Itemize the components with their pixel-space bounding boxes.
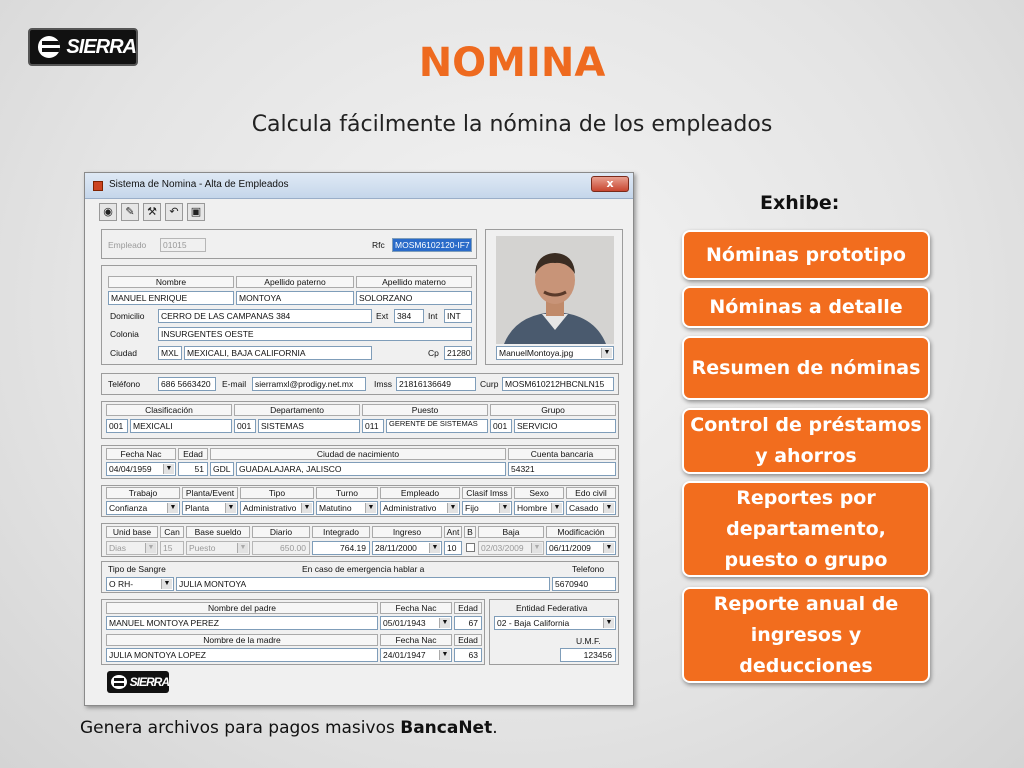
integrado-field[interactable]: 764.19: [312, 541, 370, 555]
chevron-down-icon: ▼: [603, 618, 614, 628]
clasif-code-field[interactable]: 001: [106, 419, 128, 433]
trabajo-header: Trabajo: [106, 487, 180, 499]
chevron-down-icon: ▼: [225, 503, 236, 513]
entidad-label: Entidad Federativa: [516, 603, 588, 613]
email-field[interactable]: sierramxl@prodigy.net.mx: [252, 377, 366, 391]
cp-field[interactable]: 21280: [444, 346, 472, 360]
chevron-down-icon: ▼: [603, 543, 614, 553]
edo-civil-header: Edo civil: [566, 487, 616, 499]
baja-select[interactable]: [478, 541, 544, 555]
domicilio-label: Domicilio: [110, 311, 145, 321]
save-icon[interactable]: ▣: [187, 203, 205, 221]
rfc-label: Rfc: [372, 240, 385, 250]
cuenta-field[interactable]: 54321: [508, 462, 616, 476]
puesto-field[interactable]: GERENTE DE SISTEMAS: [386, 419, 488, 433]
baja-header: Baja: [478, 526, 544, 538]
fecha-nac-select[interactable]: [106, 462, 176, 476]
clasif-imss-value: Fijo: [465, 503, 479, 513]
empleado-field[interactable]: 01015: [160, 238, 206, 252]
feature-reportes-departamento: Reportes por departamento, puesto o grupo: [682, 481, 930, 577]
clasif-imss-header: Clasif Imss: [462, 487, 512, 499]
parents-group: [101, 599, 485, 665]
planta-select[interactable]: [182, 501, 238, 515]
turno-header: Turno: [316, 487, 378, 499]
telefono-label: Teléfono: [108, 379, 141, 389]
unid-base-value: Dias: [109, 543, 127, 553]
ciudad-code-field[interactable]: MXL: [158, 346, 182, 360]
padre-edad-header: Edad: [454, 602, 482, 614]
chevron-down-icon: ▼: [603, 503, 614, 513]
emergency-group: [101, 561, 619, 593]
madre-field[interactable]: JULIA MONTOYA LOPEZ: [106, 648, 378, 662]
undo-icon[interactable]: ↶: [165, 203, 183, 221]
madre-edad-header: Edad: [454, 634, 482, 646]
edit-icon[interactable]: ✎: [121, 203, 139, 221]
photo-group: [485, 229, 623, 365]
employee-id-group: [101, 229, 477, 259]
clasif-field[interactable]: MEXICALI: [130, 419, 232, 433]
birth-group: [101, 445, 619, 479]
nombre-header: Nombre: [108, 276, 234, 288]
edo-civil-select[interactable]: [566, 501, 616, 515]
departamento-header: Departamento: [234, 404, 360, 416]
empleado-tipo-select[interactable]: [380, 501, 460, 515]
chevron-down-icon: ▼: [161, 579, 172, 589]
empleado-tipo-value: Administrativo: [383, 503, 437, 513]
slide-subtitle: Calcula fácilmente la nómina de los empleados: [251, 112, 773, 137]
edad-field[interactable]: 51: [178, 462, 208, 476]
cp-label: Cp: [428, 348, 439, 358]
modificacion-select[interactable]: [546, 541, 616, 555]
job-group: [101, 485, 619, 517]
window-title: Sistema de Nomina - Alta de Empleados: [109, 179, 289, 190]
chevron-down-icon: ▼: [439, 650, 450, 660]
chevron-down-icon: ▼: [601, 348, 612, 358]
curp-field[interactable]: MOSM610212HBCNLN15: [502, 377, 614, 391]
ciudad-nac-header: Ciudad de nacimiento: [210, 448, 506, 460]
edo-civil-value: Casado: [569, 503, 599, 513]
emergencia-telefono-label: Telefono: [572, 564, 605, 574]
feature-control-prestamos: Control de préstamos y ahorros: [682, 408, 930, 474]
empleado-label: Empleado: [108, 240, 147, 250]
chevron-down-icon: ▼: [531, 543, 542, 553]
ciudad-field[interactable]: MEXICALI, BAJA CALIFORNIA: [184, 346, 372, 360]
tipo-sangre-select[interactable]: [106, 577, 174, 591]
integrado-header: Integrado: [312, 526, 370, 538]
name-address-group: [101, 265, 477, 365]
chevron-down-icon: ▼: [237, 543, 248, 553]
edad-header: Edad: [178, 448, 208, 460]
chevron-down-icon: ▼: [429, 543, 440, 553]
depto-code-field[interactable]: 001: [234, 419, 256, 433]
chevron-down-icon: ▼: [145, 543, 156, 553]
grupo-code-field[interactable]: 001: [490, 419, 512, 433]
domicilio-field[interactable]: CERRO DE LAS CAMPANAS 384: [158, 309, 372, 323]
window-titlebar: [85, 173, 633, 199]
classification-group: [101, 401, 619, 439]
sierra-logo-small-text: SIERRA: [129, 675, 169, 689]
int-field[interactable]: INT: [444, 309, 472, 323]
base-sueldo-header: Base sueldo: [186, 526, 250, 538]
camera-icon[interactable]: ◉: [99, 203, 117, 221]
footer-bancanet: BancaNet: [400, 718, 493, 738]
chevron-down-icon: ▼: [301, 503, 312, 513]
diario-header: Diario: [252, 526, 310, 538]
modificacion-value: 06/11/2009: [549, 543, 591, 553]
employee-form-window: [84, 172, 634, 706]
umf-label: U.M.F.: [576, 636, 601, 646]
ciudad-nac-field[interactable]: GUADALAJARA, JALISCO: [236, 462, 506, 476]
footer-period: .: [492, 718, 498, 738]
feature-nominas-detalle: Nóminas a detalle: [682, 286, 930, 328]
employee-photo: [496, 236, 614, 344]
rfc-field[interactable]: MOSM6102120-IF7: [392, 238, 472, 252]
clasificacion-header: Clasificación: [106, 404, 232, 416]
ant-header: Ant: [444, 526, 462, 538]
imss-field[interactable]: 21816136649: [396, 377, 476, 391]
puesto-code-field[interactable]: 011: [362, 419, 384, 433]
padre-fecha-value: 05/01/1943: [383, 618, 426, 628]
ap-materno-header: Apellido materno: [356, 276, 472, 288]
int-label: Int: [428, 311, 438, 321]
planta-value: Planta: [185, 503, 210, 513]
sexo-header: Sexo: [514, 487, 564, 499]
colonia-label: Colonia: [110, 329, 139, 339]
emergencia-field[interactable]: JULIA MONTOYA: [176, 577, 550, 591]
footer-text: [80, 718, 498, 738]
footer-text-main: Genera archivos para pagos masivos: [80, 718, 401, 738]
ciudad-nac-code-field[interactable]: GDL: [210, 462, 234, 476]
email-label: E-mail: [222, 379, 247, 389]
slide-title: NOMINA: [418, 40, 606, 86]
emergencia-label: En caso de emergencia hablar a: [302, 564, 425, 574]
unid-base-select[interactable]: [106, 541, 158, 555]
can-header: Can: [160, 526, 184, 538]
turno-value: Matutino: [319, 503, 352, 513]
unid-base-header: Unid base: [106, 526, 158, 538]
padre-header: Nombre del padre: [106, 602, 378, 614]
trabajo-select[interactable]: [106, 501, 180, 515]
chevron-down-icon: ▼: [167, 503, 178, 513]
ant-field[interactable]: 10: [444, 541, 462, 555]
madre-edad-field[interactable]: 63: [454, 648, 482, 662]
imss-label: Imss: [374, 379, 392, 389]
entidad-group: [489, 599, 619, 665]
padre-edad-field[interactable]: 67: [454, 616, 482, 630]
chevron-down-icon: ▼: [163, 464, 174, 474]
madre-fecha-header: Fecha Nac: [380, 634, 452, 646]
close-button[interactable]: x: [591, 176, 629, 192]
photo-filename: ManuelMontoya.jpg: [499, 348, 574, 358]
empleado-tipo-header: Empleado: [380, 487, 460, 499]
tipo-sangre-value: O RH-: [109, 579, 134, 589]
feature-nominas-prototipo: Nóminas prototipo: [682, 230, 930, 280]
fecha-nac-value: 04/04/1959: [109, 464, 152, 474]
can-field[interactable]: 15: [160, 541, 184, 555]
ingreso-header: Ingreso: [372, 526, 442, 538]
ap-materno-field[interactable]: SOLORZANO: [356, 291, 472, 305]
sierra-logo-mark-icon: [111, 675, 127, 689]
photo-select[interactable]: [496, 346, 614, 360]
ingreso-select[interactable]: [372, 541, 442, 555]
grupo-field[interactable]: SERVICIO: [514, 419, 616, 433]
feature-reporte-anual: Reporte anual de ingresos y deducciones: [682, 587, 930, 683]
entidad-select[interactable]: [494, 616, 616, 630]
nombre-field[interactable]: MANUEL ENRIQUE: [108, 291, 234, 305]
madre-header: Nombre de la madre: [106, 634, 378, 646]
puesto-header: Puesto: [362, 404, 488, 416]
ext-label: Ext: [376, 311, 389, 321]
cuenta-header: Cuenta bancaria: [508, 448, 616, 460]
baja-value: 02/03/2009: [481, 543, 524, 553]
sierra-logo-text: SIERRA: [66, 35, 136, 58]
umf-field[interactable]: 123456: [560, 648, 616, 662]
diario-field[interactable]: 650.00: [252, 541, 310, 555]
trabajo-value: Confianza: [109, 503, 148, 513]
clasif-imss-select[interactable]: [462, 501, 512, 515]
tipo-select[interactable]: [240, 501, 314, 515]
tipo-value: Administrativo: [243, 503, 297, 513]
padre-fecha-select[interactable]: [380, 616, 452, 630]
ciudad-label: Ciudad: [110, 348, 137, 358]
tipo-header: Tipo: [240, 487, 314, 499]
grupo-header: Grupo: [490, 404, 616, 416]
contact-group: [101, 373, 619, 395]
madre-fecha-value: 24/01/1947: [383, 650, 426, 660]
chevron-down-icon: ▼: [551, 503, 562, 513]
modificacion-header: Modificación: [546, 526, 616, 538]
chevron-down-icon: ▼: [499, 503, 510, 513]
app-icon: [93, 181, 103, 191]
sierra-logo-small: [107, 671, 169, 693]
curp-label: Curp: [480, 379, 499, 389]
ap-paterno-field[interactable]: MONTOYA: [236, 291, 354, 305]
base-sueldo-select[interactable]: [186, 541, 250, 555]
feature-resumen-nominas: Resumen de nóminas: [682, 336, 930, 400]
baja-checkbox[interactable]: [466, 543, 475, 552]
turno-select[interactable]: [316, 501, 378, 515]
colonia-field[interactable]: INSURGENTES OESTE: [158, 327, 472, 341]
ingreso-value: 28/11/2000: [375, 543, 417, 553]
telefono-field[interactable]: 686 5663420: [158, 377, 216, 391]
base-sueldo-value: Puesto: [189, 543, 216, 553]
chevron-down-icon: ▼: [447, 503, 458, 513]
fecha-nac-header: Fecha Nac: [106, 448, 176, 460]
ap-paterno-header: Apellido paterno: [236, 276, 354, 288]
padre-field[interactable]: MANUEL MONTOYA PEREZ: [106, 616, 378, 630]
chevron-down-icon: ▼: [439, 618, 450, 628]
salary-group: [101, 523, 619, 557]
b-header: B: [464, 526, 476, 538]
depto-field[interactable]: SISTEMAS: [258, 419, 360, 433]
chevron-down-icon: ▼: [365, 503, 376, 513]
sexo-value: Hombre: [517, 503, 548, 513]
entidad-value: 02 - Baja California: [497, 618, 570, 628]
ext-field[interactable]: 384: [394, 309, 424, 323]
padre-fecha-header: Fecha Nac: [380, 602, 452, 614]
sexo-select[interactable]: [514, 501, 564, 515]
exhibe-heading: Exhibe:: [760, 192, 840, 214]
planta-header: Planta/Event: [182, 487, 238, 499]
emergencia-telefono-field[interactable]: 5670940: [552, 577, 616, 591]
tipo-sangre-label: Tipo de Sangre: [108, 564, 166, 574]
tools-icon[interactable]: ⚒: [143, 203, 161, 221]
madre-fecha-select[interactable]: [380, 648, 452, 662]
